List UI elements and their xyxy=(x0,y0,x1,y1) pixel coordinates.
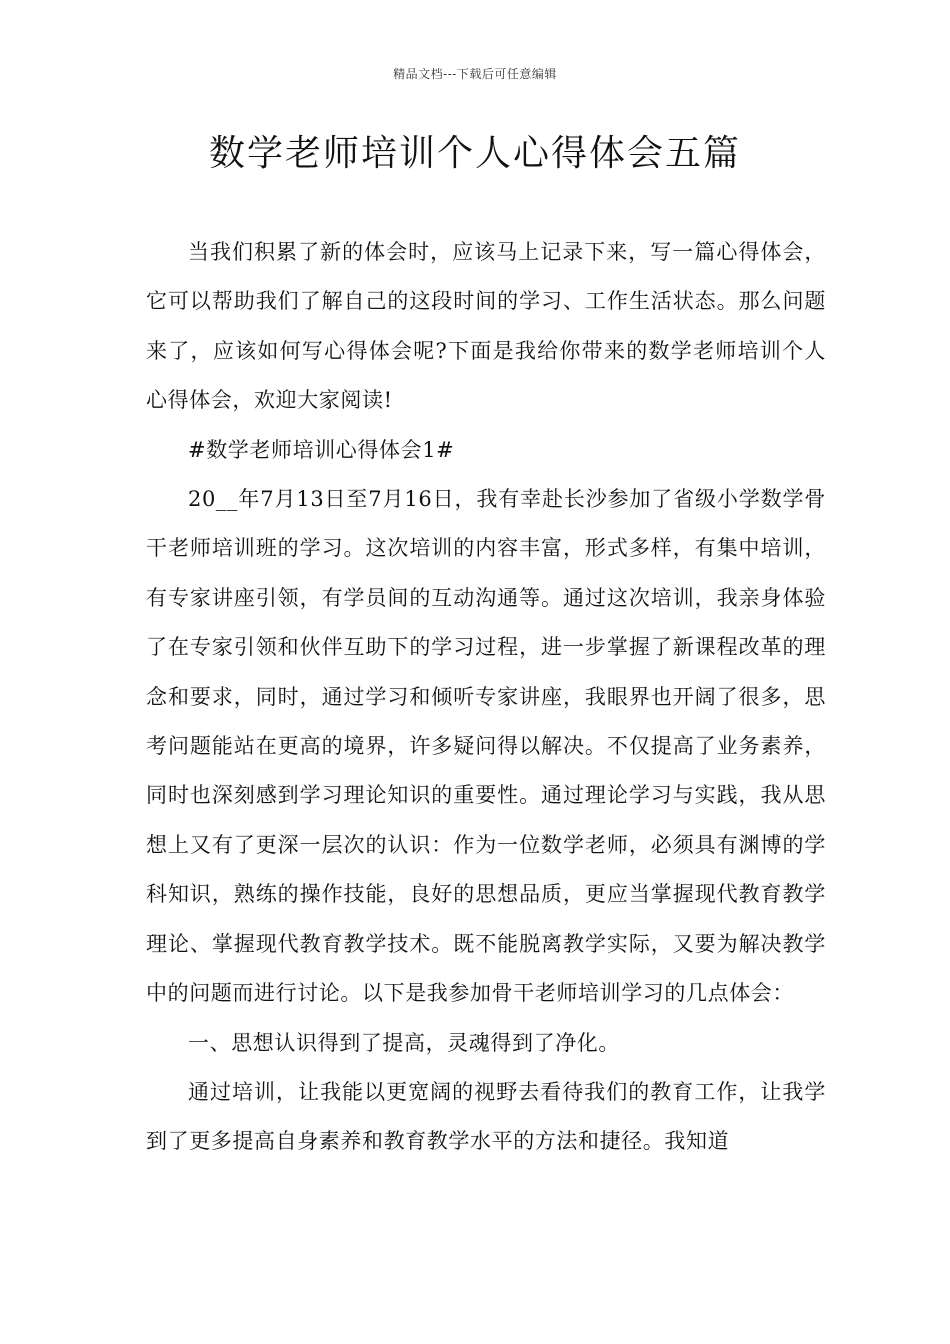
subsection-heading-1: 一、思想认识得到了提高，灵魂得到了净化。 xyxy=(188,1030,620,1055)
section-heading-1: #数学老师培训心得体会1# xyxy=(188,437,455,462)
body-paragraph: 通过培训，让我能以更宽阔的视野去看待我们的教育工作，让我学到了更多提高自身素养和教育教学水平的方法和捷径。我知道 xyxy=(146,1079,826,1154)
document-title: 数学老师培训个人心得体会五篇 xyxy=(208,133,741,174)
body-paragraph: 20__年7月13日至7月16日，我有幸赴长沙参加了省级小学数学骨干老师培训班的学习。这次培训的内容丰富，形式多样，有集中培训，有专家讲座引领，有学员间的互动沟通等。通过这次培训，我亲身体验了在专家引领和伙伴互助下的学习过程，进一步掌握了新课程改革的理念和要求，同时，通过学习和倾听专家讲座，我眼界也开阔了很多，思考问题能站在更高的境界，许多疑问得以解决。不仅提高了业务素养，同时也深刻感到学习理论知识的重要性。通过理论学习与实践，我从思想上又有了更深一层次的认识：作为一位数学老师，必须具有渊博的学科知识，熟练的操作技能，良好的思想品质，更应当掌握现代教育教学理论、掌握现代教育教学技术。既不能脱离教学实际，又要为解决教学中的问题而进行讨论。以下是我参加骨干老师培训学习的几点体会： xyxy=(146,487,826,1006)
intro-paragraph: 当我们积累了新的体会时，应该马上记录下来，写一篇心得体会，它可以帮助我们了解自己的这段时间的学习、工作生活状态。那么问题来了，应该如何写心得体会呢?下面是我给你带来的数学老师培训个人心得体会，欢迎大家阅读! xyxy=(146,240,826,413)
page-header-watermark: 精品文档---下载后可任意编辑 xyxy=(393,67,557,81)
document-body xyxy=(146,228,826,1167)
